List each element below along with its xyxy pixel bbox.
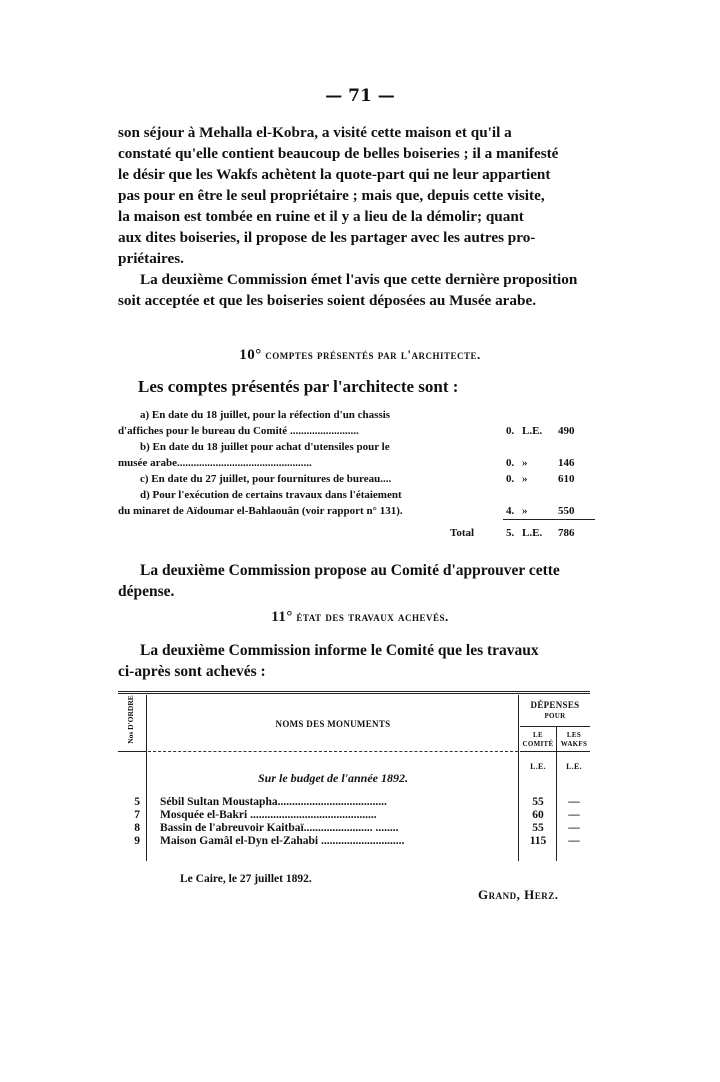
section-title: état des travaux achevés. — [296, 609, 449, 624]
accounts-list — [118, 407, 590, 541]
account-item-c: c) En date du 27 juillet, pour fournitures de bureau.... 0. » 610 — [140, 473, 575, 485]
text-line: la maison est tombée en ruine et il y a lieu de la démolir; quant — [118, 208, 524, 225]
expenses-pour-header: POUR — [544, 712, 566, 720]
total-label: Total — [450, 527, 475, 539]
works-intro-paragraph — [118, 640, 590, 682]
text-line: son séjour à Mehalla el-Kobra, a visité cette maison et qu'il a — [118, 124, 512, 141]
page-number: — 71 — — [325, 86, 395, 106]
header-rule — [520, 726, 590, 727]
committee-column-header: LE COMITÉ — [522, 731, 554, 748]
wakfs-column-header: LES WAKFS — [560, 731, 588, 748]
account-item-b-line2: musée arabe................................................. 0. » 146 — [118, 457, 575, 469]
section-title: comptes présentés par l'architecte. — [265, 347, 481, 362]
monument-names-header: NOMS DES MONUMENTS — [275, 719, 391, 729]
account-item-a-line1: a) En date du 18 juillet, pour la réfection d'un chassis — [140, 409, 391, 421]
header-rule — [148, 751, 518, 752]
text-line: le désir que les Wakfs achètent la quote-part qui ne leur appartient — [118, 166, 551, 183]
header-rule — [118, 751, 146, 752]
wakfs-unit: L.E. — [566, 762, 582, 771]
text-line: La deuxième Commission propose au Comité d'approuver cette — [140, 562, 560, 579]
order-number-header: Nos D'ORDRE — [125, 695, 135, 744]
text-line: priétaires. — [118, 250, 184, 267]
header-rule — [520, 751, 590, 752]
text-line: La deuxième Commission émet l'avis que cette dernière proposition — [140, 271, 578, 288]
text-line: soit acceptée et que les boiseries soient déposées au Musée arabe. — [118, 292, 537, 309]
committee-unit: L.E. — [530, 762, 546, 771]
table-row: 8 Bassin de l'abreuvoir Kaitbaï........................ ........ 55 — — [134, 822, 580, 834]
budget-caption: Sur le budget de l'année 1892. — [257, 771, 408, 785]
table-top-rule — [118, 691, 590, 694]
section-10-heading — [0, 347, 720, 364]
text-line: dépense. — [118, 583, 175, 600]
account-item-a-line2: d'affiches pour le bureau du Comité ......................... 0. L.E. 490 — [118, 425, 575, 437]
section-11-heading — [0, 609, 720, 626]
text-line: ci-après sont achevés : — [118, 663, 266, 680]
signature: Grand, Herz. — [478, 887, 559, 902]
expenses-header: DÉPENSES — [530, 700, 580, 710]
accounts-intro: Les comptes présentés par l'architecte sont : — [138, 377, 459, 396]
text-line: La deuxième Commission informe le Comité que les travaux — [140, 642, 539, 659]
paragraph-1 — [118, 122, 590, 311]
section-number: 10° — [239, 347, 262, 363]
table-row: 5 Sébil Sultan Moustapha...................................... 55 — — [134, 796, 580, 808]
text-line: constaté qu'elle contient beaucoup de belles boiseries ; il a manifesté — [118, 145, 559, 162]
total-rule — [503, 519, 595, 520]
account-item-d-line1: d) Pour l'exécution de certains travaux dans l'étaiement — [140, 489, 402, 501]
account-item-d-line2: du minaret de Aïdoumar el-Bahlaouân (voir rapport n° 131). 4. » 550 — [118, 505, 575, 517]
section-number: 11° — [271, 609, 293, 625]
place-date: Le Caire, le 27 juillet 1892. — [180, 873, 312, 885]
completed-works-table — [118, 691, 590, 861]
table-row: 7 Mosquée el-Bakri ............................................ 60 — — [134, 809, 580, 821]
text-line: pas pour en être le seul propriétaire ; mais que, depuis cette visite, — [118, 187, 545, 204]
table-row: 9 Maison Gamâl el-Dyn el-Zahabi ............................. 115 — — [134, 835, 580, 847]
account-item-b-line1: b) En date du 18 juillet pour achat d'utensiles pour le — [140, 441, 390, 453]
conclusion-paragraph — [118, 560, 590, 602]
total-row: Total 5. L.E. 786 — [118, 519, 590, 541]
text-line: aux dites boiseries, il propose de les partager avec les autres pro- — [118, 229, 536, 246]
